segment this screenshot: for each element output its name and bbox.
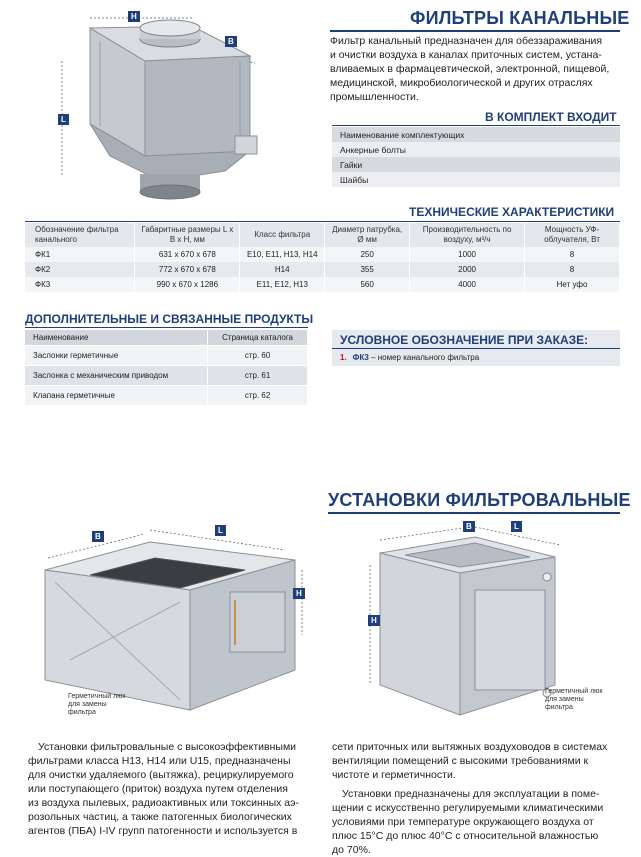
unit-right-dimension-l: L: [511, 521, 522, 532]
table-cell: ФК3: [25, 277, 135, 292]
caption-line: фильтра: [68, 709, 96, 716]
column-header: Габаритные размеры L x B x H, мм: [135, 223, 240, 247]
table-row: [25, 345, 308, 365]
unit-left-dimension-b: B: [92, 531, 104, 542]
caption-line: для замены: [68, 701, 107, 708]
dimension-l-tag: L: [58, 114, 69, 125]
unit-left-dimension-l: L: [215, 525, 226, 536]
text-line: щении с искусственно регулируемыми климатическими: [332, 802, 604, 814]
table-row: [332, 172, 620, 187]
table-cell: ФК2: [25, 262, 135, 277]
table-row: [25, 385, 308, 405]
intro-line: промышленности.: [330, 91, 419, 103]
order-title-rule: [332, 348, 620, 349]
intro-line: вливаемых в фармацевтической, электронной, пищевой,: [330, 63, 610, 75]
order-code: ФК3: [352, 353, 369, 362]
caption-line: фильтра: [545, 704, 573, 711]
table-cell: E11, E12, H13: [240, 277, 325, 292]
table-row: [332, 157, 620, 172]
table-cell: стр. 60: [208, 345, 308, 365]
specs-title: ТЕХНИЧЕСКИЕ ХАРАКТЕРИСТИКИ: [409, 205, 615, 219]
table-cell: Нет уфо: [525, 277, 620, 292]
table-cell: 631 x 670 x 678: [135, 247, 240, 262]
table-cell: стр. 61: [208, 365, 308, 385]
table-cell: 8: [525, 247, 620, 262]
text-line: Установки фильтровальные с высокоэффективными: [38, 741, 297, 753]
table-cell: 4000: [410, 277, 525, 292]
unit-right-caption: [545, 688, 603, 712]
table-cell: ФК1: [25, 247, 135, 262]
column-header: Наименование: [25, 330, 208, 345]
units-text-left: [28, 740, 316, 838]
text-line: из воздуха пылевых, радиоактивных или токсинных аэ-: [28, 797, 300, 809]
unit-left-dimension-h: H: [293, 588, 305, 599]
related-title: ДОПОЛНИТЕЛЬНЫЕ И СВЯЗАННЫЕ ПРОДУКТЫ: [25, 312, 314, 326]
text-line: агентов (ПБА) I-IV групп патогенности и используется в: [28, 825, 298, 837]
text-line: Установки предназначены для эксплуатации в поме-: [342, 788, 600, 800]
order-number: 1.: [340, 353, 347, 362]
table-cell: Заслонка с механическим приводом: [25, 365, 208, 385]
order-desc: – номер канального фильтра: [368, 353, 480, 362]
text-line: розольных частиц, а также патогенных биологических: [28, 811, 292, 823]
table-header-row: [25, 330, 308, 345]
units-title: УСТАНОВКИ ФИЛЬТРОВАЛЬНЫЕ: [328, 490, 631, 510]
kit-title-rule: [332, 125, 620, 126]
table-cell: Заслонки герметичные: [25, 345, 208, 365]
column-header: Обозначение фильтра канального: [25, 223, 135, 247]
table-row: [25, 247, 620, 262]
kit-item: Анкерные болты: [332, 142, 620, 157]
title-underline: [330, 30, 620, 32]
table-cell: 772 x 670 x 678: [135, 262, 240, 277]
caption-line: Герметичный люк: [68, 693, 126, 700]
text-line: чистоте и герметичности.: [332, 769, 456, 781]
kit-item: Наименование комплектующих: [332, 127, 620, 142]
column-header: Диаметр патрубка, Ø мм: [325, 223, 410, 247]
kit-item: Гайки: [332, 157, 620, 172]
dimension-b-tag: B: [225, 36, 237, 47]
table-row: [25, 262, 620, 277]
table-row: [332, 127, 620, 142]
table-cell: H14: [240, 262, 325, 277]
table-row: [25, 277, 620, 292]
table-cell: 990 x 670 x 1286: [135, 277, 240, 292]
table-cell: Клапана герметичные: [25, 385, 208, 405]
page-title: ФИЛЬТРЫ КАНАЛЬНЫЕ: [410, 8, 630, 28]
text-line: для очистки удаляемого (вытяжка), рециркулируемого: [28, 769, 294, 781]
table-row: [332, 142, 620, 157]
unit-left-caption: [68, 693, 126, 717]
text-line: плюс 15°С до плюс 40°С с относительной влажностью: [332, 830, 599, 842]
order-title: УСЛОВНОЕ ОБОЗНАЧЕНИЕ ПРИ ЗАКАЗЕ:: [340, 333, 589, 347]
dimension-h-tag: H: [128, 11, 140, 22]
table-cell: 8: [525, 262, 620, 277]
unit-right-dimension-h: H: [368, 615, 380, 626]
table-cell: 2000: [410, 262, 525, 277]
text-line: или поступающего (приток) воздуха путем отделения: [28, 783, 288, 795]
column-header: Страница каталога: [208, 330, 308, 345]
specs-title-rule: [25, 221, 620, 222]
table-cell: E10, E11, H13, H14: [240, 247, 325, 262]
text-line: условиями при температуре окружающего воздуха от: [332, 816, 594, 828]
intro-line: и очистки воздуха в каналах приточных систем, устана-: [330, 49, 602, 61]
table-cell: стр. 62: [208, 385, 308, 405]
column-header: Мощность УФ-облучателя, Вт: [525, 223, 620, 247]
channel-filter-drawing: [50, 6, 310, 206]
filter-unit-left-drawing: [30, 520, 315, 735]
units-title-underline: [328, 512, 620, 514]
filter-unit-right-drawing: [365, 515, 615, 730]
related-title-rule: [25, 327, 308, 328]
specs-table: [25, 223, 620, 292]
kit-item: Шайбы: [332, 172, 620, 187]
text-line: вентиляции помещений с высокими требованиями к: [332, 755, 589, 767]
column-header: Производительность по воздуху, м³/ч: [410, 223, 525, 247]
table-cell: 355: [325, 262, 410, 277]
units-text-right: [332, 740, 622, 857]
kit-title: В КОМПЛЕКТ ВХОДИТ: [485, 110, 617, 124]
intro-line: Фильтр канальный предназначен для обеззараживания: [330, 35, 603, 47]
table-row: [25, 365, 308, 385]
order-line: [340, 353, 479, 362]
table-cell: 250: [325, 247, 410, 262]
related-table: [25, 330, 308, 405]
table-header-row: [25, 223, 620, 247]
text-line: фильтрами класса H13, H14 или U15, предназначены: [28, 755, 291, 767]
caption-line: для замены: [545, 696, 584, 703]
column-header: Класс фильтра: [240, 223, 325, 247]
kit-table: [332, 127, 620, 187]
caption-line: Герметичный люк: [545, 688, 603, 695]
table-cell: 1000: [410, 247, 525, 262]
intro-line: медицинской, микробиологической и других отраслях: [330, 77, 593, 89]
unit-right-dimension-b: B: [463, 521, 475, 532]
text-line: до 70%.: [332, 844, 371, 856]
text-line: сети приточных или вытяжных воздуховодов в системах: [332, 741, 608, 753]
table-cell: 560: [325, 277, 410, 292]
intro-paragraph: [330, 34, 620, 104]
